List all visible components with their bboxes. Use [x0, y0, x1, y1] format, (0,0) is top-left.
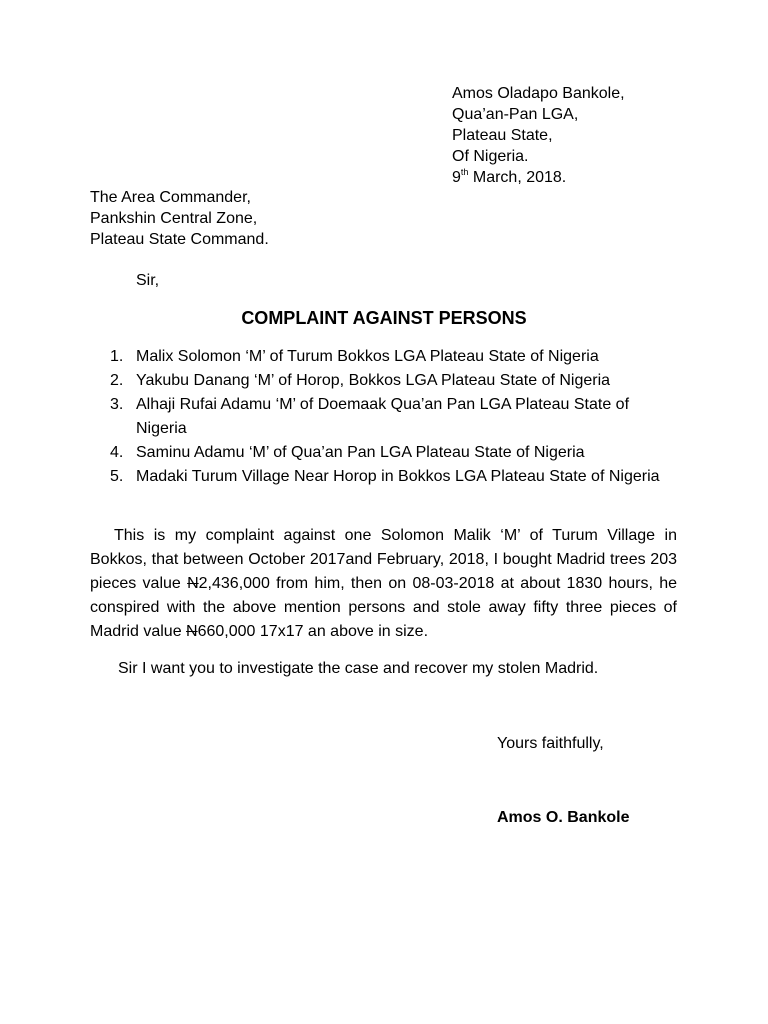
- list-text: Saminu Adamu ‘M’ of Qua’an Pan LGA Plateau State of Nigeria: [136, 444, 585, 461]
- closing: Yours faithfully,: [497, 735, 604, 752]
- list-item: [110, 465, 670, 489]
- list-text: Yakubu Danang ‘M’ of Horop, Bokkos LGA Plateau State of Nigeria: [136, 372, 611, 389]
- persons-list: [110, 345, 670, 489]
- list-text: Madaki Turum Village Near Horop in Bokkos LGA Plateau State of Nigeria: [136, 468, 660, 485]
- sender-address: [452, 83, 625, 188]
- recipient-line-2: Pankshin Central Zone,: [90, 210, 258, 227]
- sender-name: Amos Oladapo Bankole,: [452, 85, 625, 102]
- naira-symbol: N: [187, 575, 199, 592]
- list-number: 3.: [110, 396, 124, 413]
- complaint-text-1: This is my complaint against one Solomon Malik ‘M’ of Turum Village in Bokkos, that between October 2017and February, 2018, I bought Madrid trees 203 pieces value: [90, 527, 677, 592]
- date-day: 9: [452, 169, 461, 186]
- salutation: Sir,: [136, 272, 160, 289]
- list-text: Malix Solomon ‘M’ of Turum Bokkos LGA Plateau State of Nigeria: [136, 348, 599, 365]
- letter-title: COMPLAINT AGAINST PERSONS: [241, 308, 527, 328]
- signature-name: Amos O. Bankole: [497, 809, 630, 826]
- sender-country: Of Nigeria.: [452, 148, 529, 165]
- complaint-paragraph: [90, 524, 677, 644]
- recipient-line-3: Plateau State Command.: [90, 231, 269, 248]
- date-rest: March, 2018.: [468, 169, 567, 186]
- letter-date: [452, 167, 625, 188]
- naira-symbol: N: [186, 623, 198, 640]
- recipient-line-1: The Area Commander,: [90, 189, 251, 206]
- complaint-text-3: 660,000 17x17 an above in size.: [197, 623, 429, 640]
- list-number: 2.: [110, 372, 124, 389]
- request-paragraph: Sir I want you to investigate the case and recover my stolen Madrid.: [118, 660, 599, 677]
- list-item: [110, 393, 670, 441]
- recipient-address: [90, 187, 269, 250]
- list-number: 5.: [110, 468, 124, 485]
- list-text: Alhaji Rufai Adamu ‘M’ of Doemaak Qua’an Pan LGA Plateau State of Nigeria: [136, 396, 630, 437]
- list-number: 4.: [110, 444, 124, 461]
- list-item: [110, 369, 670, 393]
- sender-state: Plateau State,: [452, 127, 553, 144]
- date-suffix: th: [460, 167, 469, 177]
- list-item: [110, 345, 670, 369]
- complaint-text-2: 2,436,000 from him, then on 08-03-2018 at about 1830 hours, he conspired with the above mention persons and stole away fifty three pieces of Madrid value: [90, 575, 678, 640]
- sender-lga: Qua’an-Pan LGA,: [452, 106, 579, 123]
- list-number: 1.: [110, 348, 124, 365]
- list-item: [110, 441, 670, 465]
